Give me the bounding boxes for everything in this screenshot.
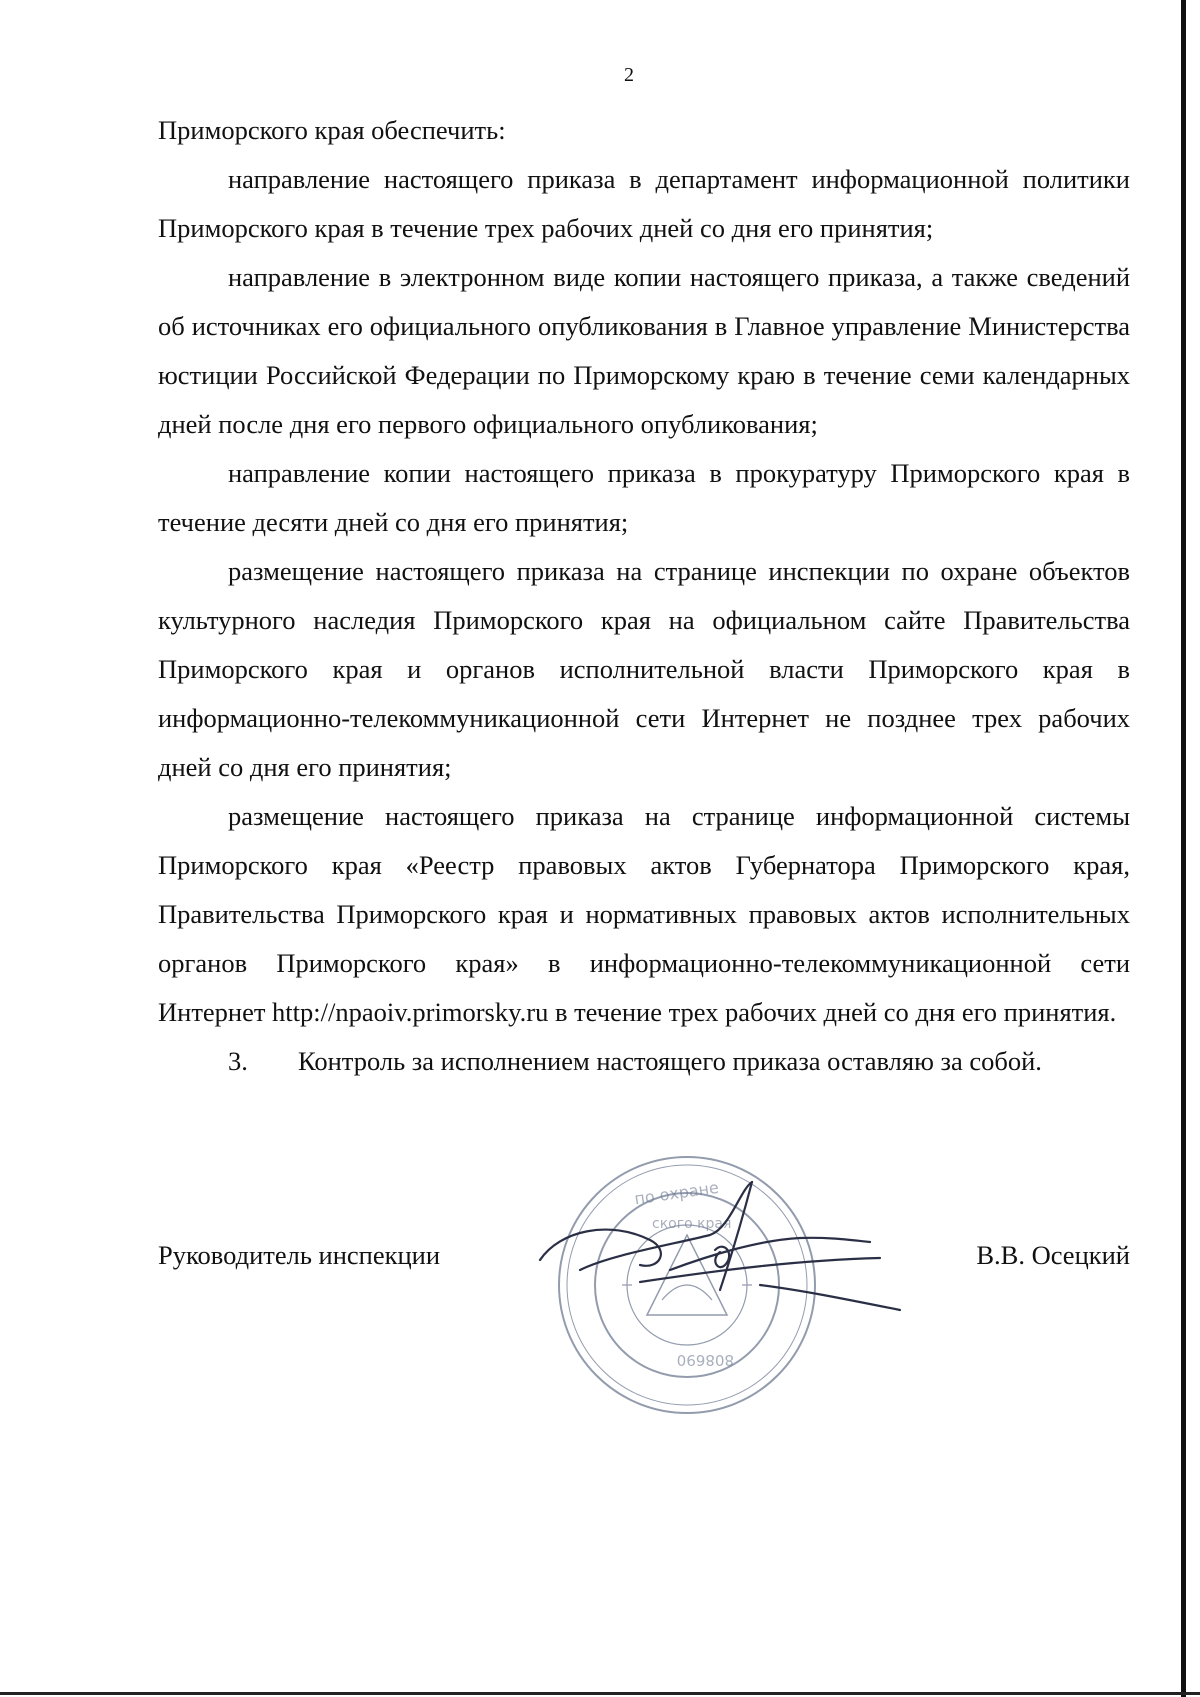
paragraph-registry: размещение настоящего приказа на странице информационной системы Приморского края «Реестр правовых актов Губернатора Приморского края, Правительства Приморского края и нормативных правовых актов исполнительных органов Приморского края» в информационно-телекоммуникационной сети Интернет http://npaoiv.primorsky.ru в течение трех рабочих дней со дня его принятия.: [158, 801, 1130, 1027]
document-body: [158, 106, 1130, 1086]
svg-text:по охране: по охране: [633, 1177, 720, 1209]
scan-edge-right: [1181, 0, 1186, 1697]
paragraph-info-policy: направление настоящего приказа в департамент информационной политики Приморского края в течение трех рабочих дней со дня его принятия;: [158, 164, 1130, 243]
signatory-title: Руководитель инспекции: [158, 1240, 441, 1270]
handwritten-signature-icon: [520, 1160, 940, 1340]
svg-text:808690: 808690: [676, 1351, 734, 1369]
paragraph-official-site: размещение настоящего приказа на странице инспекции по охране объектов культурного наследия Приморского края на официальном сайте Правительства Приморского края и органов исполнительной власти Приморского края в информационно-телекоммуникационной сети Интернет не позднее трех рабочих дней со дня его принятия;: [158, 556, 1130, 782]
item-3-text: Контроль за исполнением настоящего приказа оставляю за собой.: [298, 1046, 1042, 1076]
paragraph-ministry-justice: направление в электронном виде копии настоящего приказа, а также сведений об источниках его официального опубликования в Главное управление Министерства юстиции Российской Федерации по Приморскому краю в течение семи календарных дней после дня его первого официального опубликования;: [158, 262, 1130, 439]
page-number: 2: [624, 64, 634, 86]
item-3: [158, 1037, 1130, 1086]
signatory-name: В.В. Осецкий: [976, 1240, 1130, 1270]
item-3-number: 3.: [228, 1046, 248, 1076]
svg-text:ского края: ского края: [652, 1216, 732, 1232]
scan-edge-bottom: [0, 1692, 1200, 1695]
paragraph-prosecutor: направление копии настоящего приказа в прокуратуру Приморского края в течение десяти дней со дня его принятия;: [158, 458, 1130, 537]
paragraph-intro: Приморского края обеспечить:: [158, 115, 506, 145]
